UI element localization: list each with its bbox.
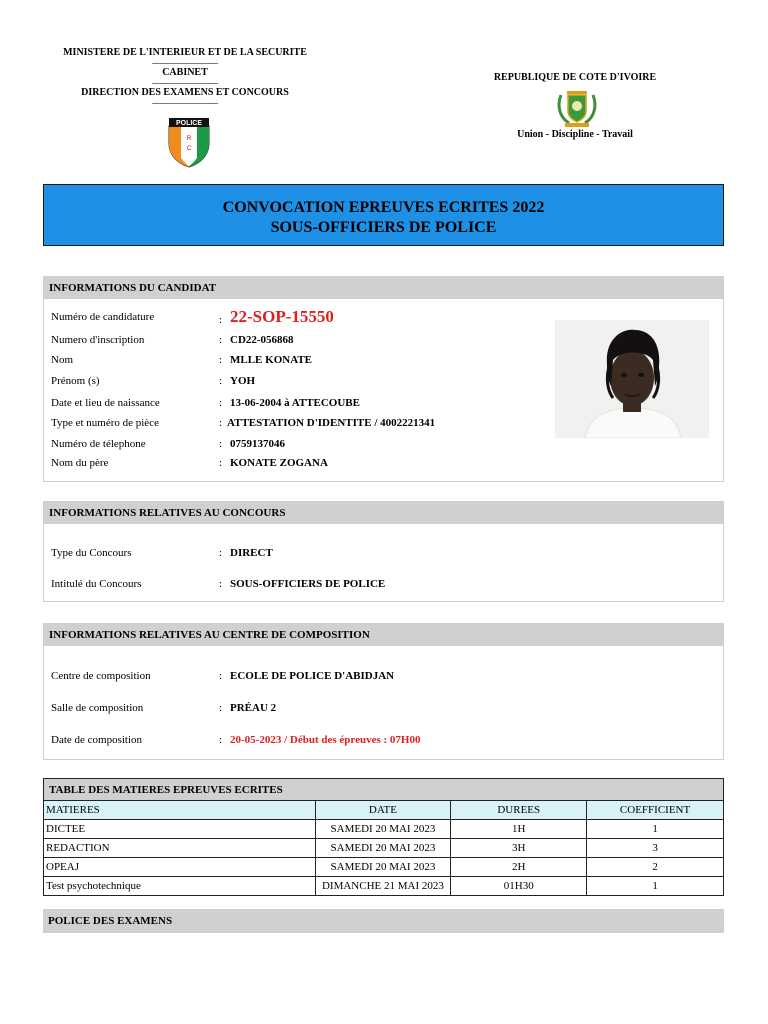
centre-section: INFORMATIONS RELATIVES AU CENTRE DE COMPOSITION Centre de composition : ECOLE DE POLICE D'ABIDJAN Salle de composition : PRÉAU 2 Date de composition : 20-05-2023 / Début des épreuves : 07H00 [43,623,724,760]
ministry-header [60,47,310,107]
table-cell: SAMEDI 20 MAI 2023 [315,839,451,858]
table-cell: SAMEDI 20 MAI 2023 [315,820,451,839]
field-label: Prénom (s) [51,375,100,387]
field-value: PRÉAU 2 [230,702,277,714]
field-value: KONATE ZOGANA [230,457,328,469]
ministry-name: MINISTERE DE L'INTERIEUR ET DE LA SECURITE [63,47,307,58]
exam-police-section [43,909,724,933]
table-cell: Test psychotechnique [44,877,316,896]
republic-name: REPUBLIQUE DE COTE D'IVOIRE [493,72,657,83]
subjects-table [43,778,724,896]
concours-section: INFORMATIONS RELATIVES AU CONCOURS Type du Concours : DIRECT Intitulé du Concours : SOUS-OFFICIERS DE POLICE [43,501,724,602]
composition-date-value: 20-05-2023 / Début des épreuves : 07H00 [230,734,421,746]
table-cell: 2 [587,858,724,877]
field-label: Date et lieu de naissance [51,397,160,409]
section-title: INFORMATIONS RELATIVES AU CONCOURS [44,502,723,524]
national-motto: Union - Discipline - Travail [517,129,633,140]
table-cell: DIMANCHE 21 MAI 2023 [315,877,451,896]
table-cell: REDACTION [44,839,316,858]
title-banner [43,184,724,246]
field-label: Intitulé du Concours [51,578,142,590]
table-cell: 3H [451,839,587,858]
section-title: INFORMATIONS RELATIVES AU CENTRE DE COMPOSITION [44,624,723,646]
table-cell: OPEAJ [44,858,316,877]
table-cell: 1 [587,820,724,839]
field-label: Type et numéro de pièce [51,417,159,429]
column-header: DUREES [451,801,587,820]
field-value: ECOLE DE POLICE D'ABIDJAN [230,670,395,682]
field-label: Type du Concours [51,547,132,559]
field-label: Salle de composition [51,702,144,714]
table-cell: 1H [451,820,587,839]
field-label: Nom [51,354,73,366]
field-value: 0759137046 [230,438,285,450]
section-title: POLICE DES EXAMENS [43,909,724,933]
candidate-section: INFORMATIONS DU CANDIDAT Numéro de candidature : 22-SOP-15550 Numero d'inscription : CD22-056868 Nom : MLLE KONATE Prénom (s) : YOH Date et lieu de naissance : 13-06-2004 à ATTECOUBE Type et numéro de pièce : ATTESTATION D'IDENTITE / 4002221341 Numéro de télephone : 0759137046 Nom du père : KONATE ZOGANA [43,276,724,482]
table-row [44,858,724,877]
candidate-photo [555,320,709,438]
divider: ------------------------------------ [152,59,218,67]
divider: ------------------------------------ [152,99,218,107]
field-value: SOUS-OFFICIERS DE POLICE [230,578,386,590]
table-title: TABLE DES MATIERES EPREUVES ECRITES [44,779,724,801]
direction-name: DIRECTION DES EXAMENS ET CONCOURS [81,87,289,98]
field-value: CD22-056868 [230,334,294,346]
table-cell: 3 [587,839,724,858]
table-row [44,820,724,839]
svg-text:R: R [186,136,192,142]
field-label: Date de composition [51,734,143,746]
candidate-number-value: 22-SOP-15550 [230,307,334,326]
field-label: Nom du père [51,457,109,469]
field-value: 13-06-2004 à ATTECOUBE [230,397,360,409]
column-header: MATIERES [44,801,316,820]
police-badge-text: POLICE [175,120,203,127]
field-value: MLLE KONATE [230,354,313,366]
table-header-row [44,801,724,820]
section-title: INFORMATIONS DU CANDIDAT [44,277,723,299]
cabinet-label: CABINET [162,67,208,78]
field-label: Numéro de télephone [51,438,146,450]
column-header: DATE [315,801,451,820]
column-header: COEFFICIENT [587,801,724,820]
field-value: YOH [230,375,256,387]
field-value: ATTESTATION D'IDENTITE / 4002221341 [227,417,436,429]
table-cell: SAMEDI 20 MAI 2023 [315,858,451,877]
table-row [44,839,724,858]
divider: ------------------------------------ [152,79,218,87]
police-badge-logo [167,118,211,168]
field-value: DIRECT [230,547,273,559]
svg-text:C: C [186,146,192,152]
table-cell: 2H [451,858,587,877]
banner-title: CONVOCATION EPREUVES ECRITES 2022 [222,199,545,216]
coat-of-arms-icon [555,85,599,129]
banner-subtitle: SOUS-OFFICIERS DE POLICE [270,219,497,236]
table-cell: DICTEE [44,820,316,839]
field-label: Centre de composition [51,670,151,682]
field-label: Numéro de candidature [51,311,155,323]
field-label: Numero d'inscription [51,334,145,346]
table-cell: 01H30 [451,877,587,896]
table-row [44,877,724,896]
table-cell: 1 [587,877,724,896]
